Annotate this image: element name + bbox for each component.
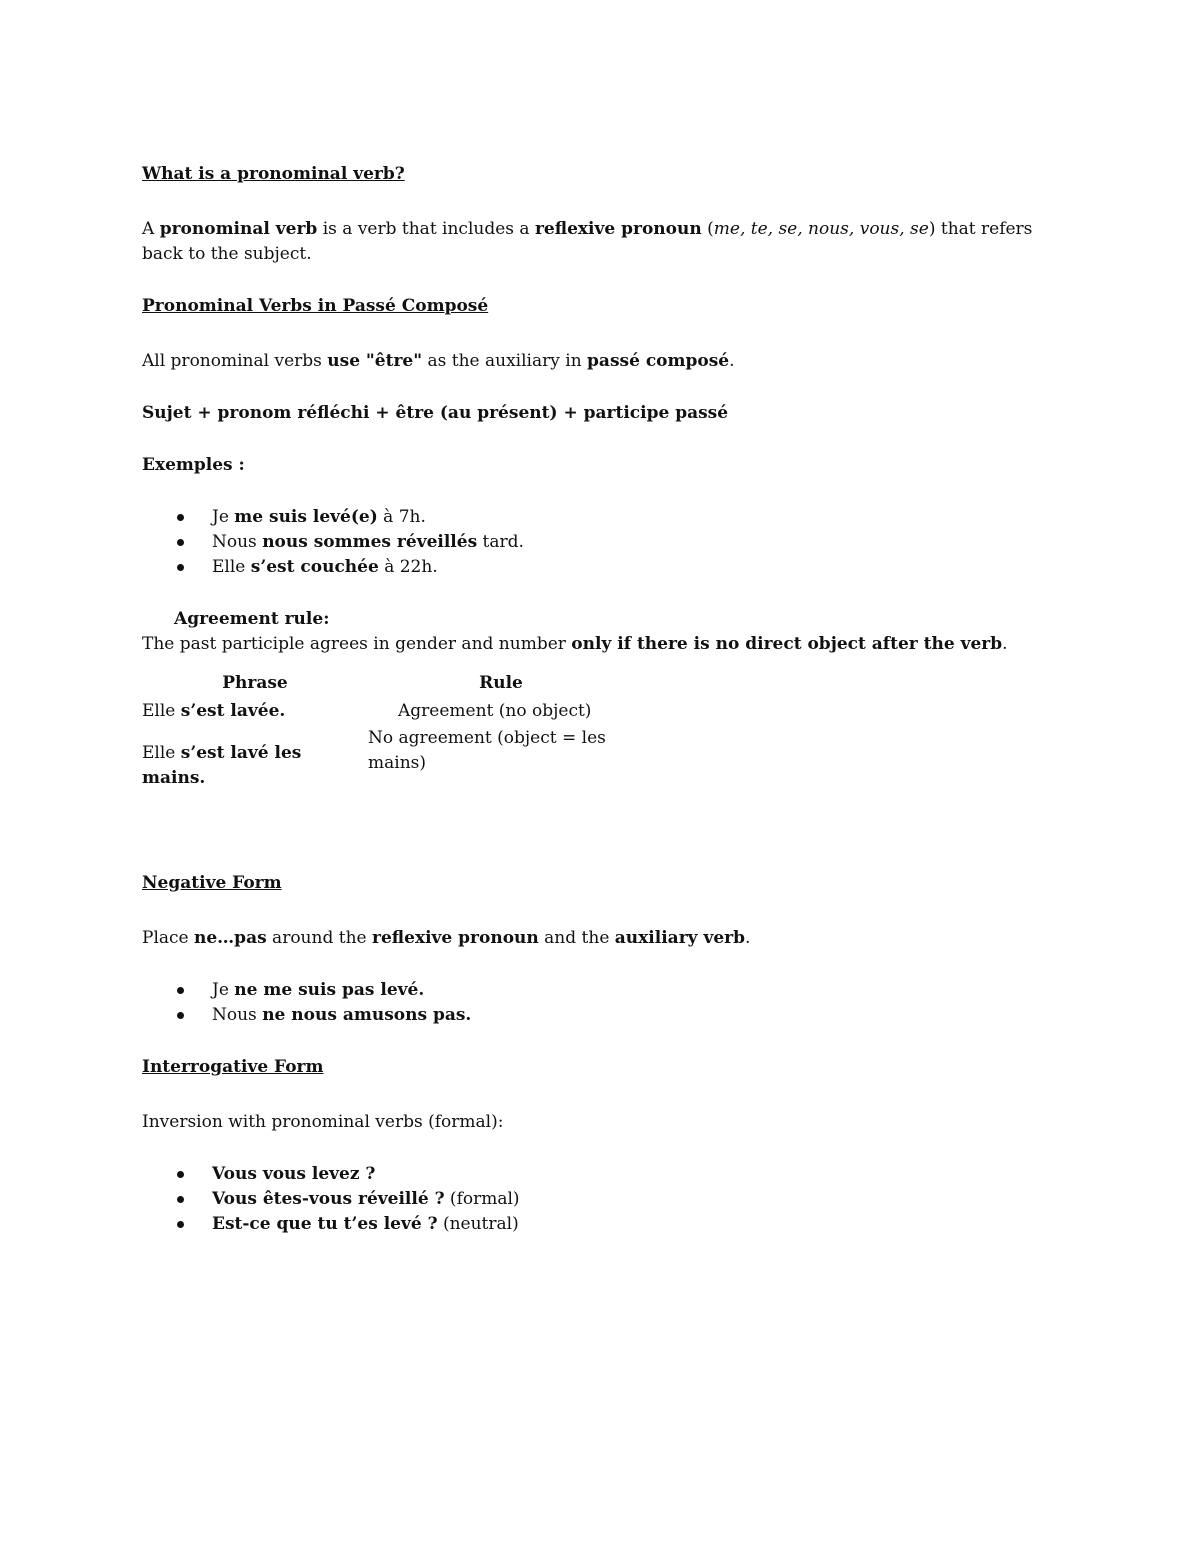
table-row: [142, 724, 634, 791]
examples-label: Exemples :: [142, 455, 245, 475]
document-page: [142, 162, 1042, 1237]
interrogative-intro: Inversion with pronominal verbs (formal):: [142, 1112, 504, 1132]
formula: Sujet + pronom réfléchi + être (au présent) + participe passé: [142, 403, 729, 423]
list-item: Je me suis levé(e) à 7h.: [142, 505, 1042, 530]
list-item: Est-ce que tu t’es levé ? (neutral): [142, 1212, 1042, 1237]
negative-rule: Place ne…pas around the reflexive pronoun and the auxiliary verb.: [142, 928, 751, 948]
list-item: Vous vous levez ?: [142, 1162, 1042, 1187]
table-cell-phrase: Elle s’est lavée.: [142, 701, 286, 721]
table-header-row: [142, 671, 634, 699]
agreement-rule-text: The past participle agrees in gender and number only if there is no direct object after the verb.: [142, 634, 1008, 654]
table-row: [142, 699, 634, 724]
heading-what-is-pronominal-verb: What is a pronominal verb?: [142, 164, 405, 184]
heading-interrogative-form: Interrogative Form: [142, 1057, 324, 1077]
agreement-rule-label: Agreement rule:: [174, 609, 330, 629]
interrogative-examples-list: [142, 1162, 1042, 1237]
negative-examples-list: [142, 978, 1042, 1028]
table-cell-rule: No agreement (object = les mains): [368, 728, 606, 773]
definition-paragraph: A pronominal verb is a verb that includes a reflexive pronoun (me, te, se, nous, vous, se) that refers back to the subject.: [142, 219, 1033, 264]
table-cell-phrase: Elle s’est lavé les mains.: [142, 743, 302, 788]
list-item: Vous êtes-vous réveillé ? (formal): [142, 1187, 1042, 1212]
heading-negative-form: Negative Form: [142, 873, 282, 893]
table-cell-rule: Agreement (no object): [398, 701, 592, 721]
list-item: Je ne me suis pas levé.: [142, 978, 1042, 1003]
list-item: Nous ne nous amusons pas.: [142, 1003, 1042, 1028]
auxiliary-rule: All pronominal verbs use "être" as the auxiliary in passé composé.: [142, 351, 735, 371]
list-item: Elle s’est couchée à 22h.: [142, 555, 1042, 580]
table-header-phrase: Phrase: [222, 673, 288, 693]
list-item: Nous nous sommes réveillés tard.: [142, 530, 1042, 555]
examples-list: [142, 505, 1042, 580]
table-header-rule: Rule: [479, 673, 523, 693]
heading-passe-compose: Pronominal Verbs in Passé Composé: [142, 296, 489, 316]
agreement-table: [142, 671, 634, 791]
